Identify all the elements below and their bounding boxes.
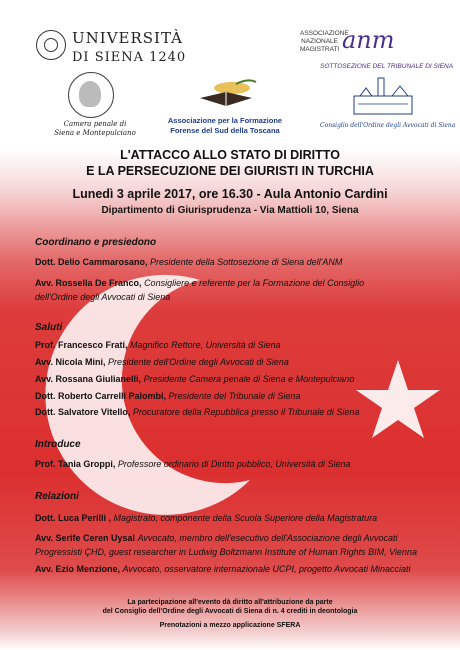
section-heading-relazioni: Relazioni [35,491,79,502]
ordine-avvocati-name: Consiglio dell'Ordine degli Avvocati di Siena [320,122,456,129]
section-heading-saluti: Saluti [35,322,63,333]
siena-skyline-icon [348,74,418,116]
speaker-role: Presidente della Sottosezione di Siena dell'ANM [150,257,343,267]
event-date-time: Lunedì 3 aprile 2017, ore 16.30 - Aula Antonio Cardini [72,187,388,201]
speaker-row [35,373,445,385]
university-seal-icon [36,30,66,60]
speaker-role: Presidente Camera penale di Siena e Montepulciano [143,374,355,384]
ordine-avvocati-logo [320,72,456,142]
speaker-role: Avvocato, membro dell'esecutivo dell'Associazione degli Avvocati [137,533,398,543]
speaker-role: Magistrato, componente della Scuola Superiore della Magistratura [113,513,378,523]
speaker-name: Avv. Nicola Mini, [35,357,106,367]
speaker-row [35,356,445,368]
anm-logo [300,26,454,78]
university-name-line1: UNIVERSITÀ [72,29,183,47]
anm-label-line1: ASSOCIAZIONE [300,30,349,37]
formazione-line2: Forense del Sud della Toscana [170,126,280,135]
credits-note-line2: del Consiglio dell'Ordine degli Avvocati di Siena di n. 4 crediti in deontologia [102,608,358,615]
speaker-name: Avv. Ezio Menzione, [35,564,121,574]
anm-label [300,30,349,54]
anm-label-line2: NAZIONALE [301,38,338,45]
speaker-row [35,512,445,524]
speaker-row [35,390,445,402]
speaker-name: Prof. Tania Groppi, [35,459,116,469]
book-and-olive-icon [192,74,258,114]
speaker-name: Dott. Roberto Carrelli Palombi, [35,391,167,401]
speaker-name: Avv. Rossella De Franco, [35,278,142,288]
speaker-row [35,532,445,544]
camera-penale-logo [40,72,150,142]
speaker-role: Presidente dell'Ordine degli Avvocati di Siena [108,357,289,367]
speaker-row [35,406,445,418]
university-of-siena-logo [36,28,187,70]
section-heading-coordinano: Coordinano e presiedono [35,237,157,248]
speaker-name: Avv. Serife Ceren Uysal [35,533,136,543]
speaker-name: Dott. Delio Cammarosano, [35,257,148,267]
speaker-role: Presidente del Tribunale di Siena [168,391,301,401]
speaker-row [35,339,445,351]
speaker-role: Avvocato, osservatore internazionale UCPI, progetto Avvocati Minacciati [122,564,411,574]
university-name-line2: DI SIENA 1240 [72,50,187,65]
credits-note-line1: La partecipazione all'evento dà diritto all'attribuzione da parte [127,599,333,606]
speaker-role-continued: dell'Ordine degli Avvocati di Siena [35,292,171,302]
event-location: Dipartimento di Giurisprudenza - Via Mattioli 10, Siena [101,205,359,216]
speaker-row [35,458,445,470]
speaker-role: Magnifico Rettore, Università di Siena [130,340,281,350]
camera-penale-emblem-icon [68,72,114,118]
camera-penale-line1: Camera penale di [63,120,127,128]
speaker-name: Avv. Rossana Giulianelli, [35,374,142,384]
formazione-forense-logo [150,72,300,142]
speaker-role: Consigliere e referente per la Formazione del Consiglio [144,278,365,288]
formazione-line1: Associazione per la Formazione [167,116,283,125]
formazione-forense-name [150,116,300,136]
camera-penale-name [40,120,150,138]
speaker-role: Procuratore della Repubblica presso il Tribunale di Siena [132,407,360,417]
event-title-line1: L'ATTACCO ALLO STATO DI DIRITTO [120,148,340,162]
speaker-role-continued: Progressisti ÇHD, guest researcher in Ludwig Boltzmann Institute of Human Rights BIM, Vienna [35,547,418,557]
event-title-line2: E LA PERSECUZIONE DEI GIURISTI IN TURCHIA [86,164,374,178]
speaker-name: Prof. Francesco Frati, [35,340,128,350]
speaker-row [35,277,445,289]
anm-mark: anm [342,26,395,54]
speaker-name: Dott. Luca Perilli , [35,513,112,523]
section-heading-introduce: Introduce [35,439,81,450]
anm-subsection: SOTTOSEZIONE DEL TRIBUNALE DI SIENA [320,63,454,70]
booking-note: Prenotazioni a mezzo applicazione SFERA [159,622,301,629]
speaker-role: Professore ordinario di Diritto pubblico, Università di Siena [117,459,351,469]
speaker-name: Dott. Salvatore Vitello, [35,407,131,417]
speaker-row [35,256,445,268]
speaker-row [35,563,445,575]
anm-label-line3: MAGISTRATI [300,46,340,53]
camera-penale-line2: Siena e Montepulciano [54,129,136,137]
